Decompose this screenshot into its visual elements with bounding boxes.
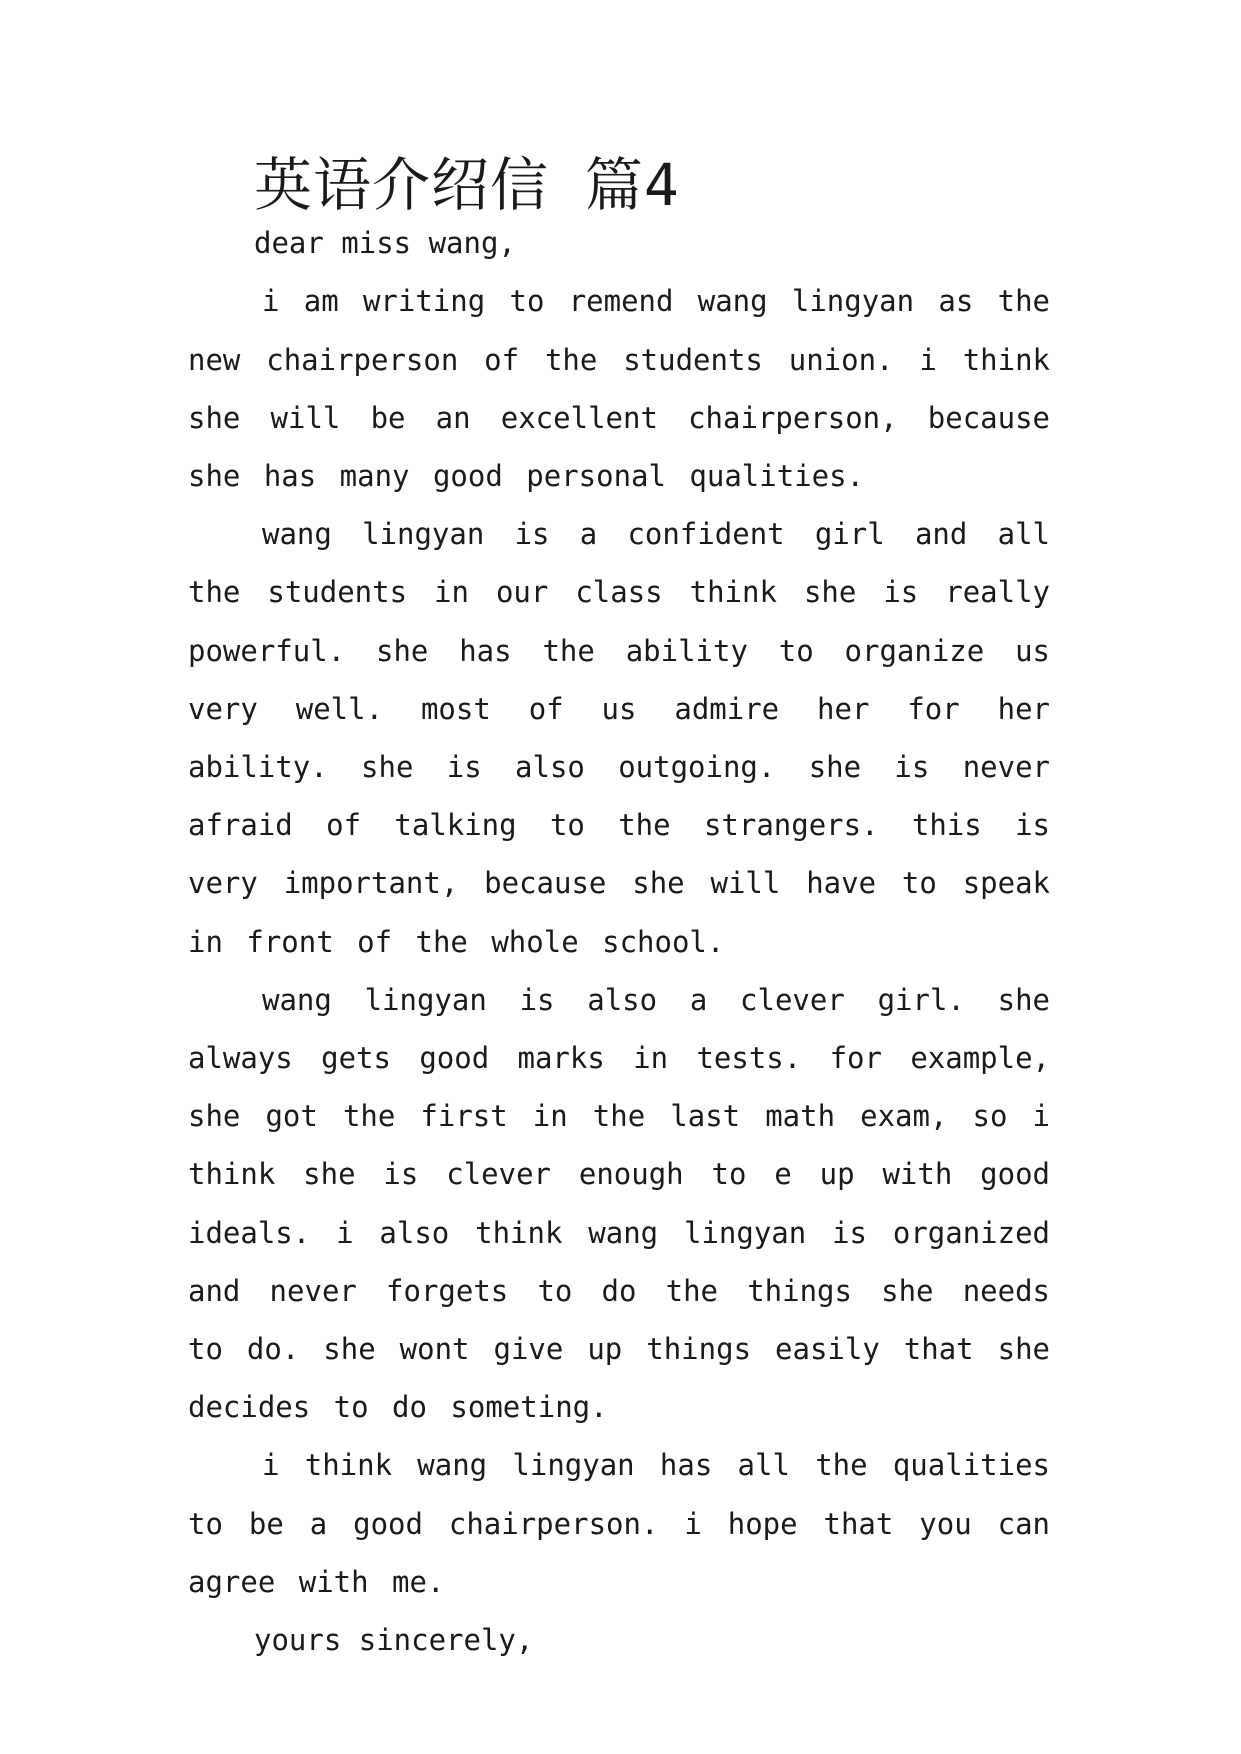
salutation: dear miss wang, <box>254 226 516 261</box>
body-paragraph-2: wang lingyan is a confident girl and all the students in our class think she is really powerful. she has the ability to organize us very well. most of us admire her for her ability. she is also outgoing. she is never afraid of talking to the strangers. this is very important, because she will have to speak in front of the whole school. <box>188 517 1050 959</box>
body-paragraph-1: i am writing to remend wang lingyan as the new chairperson of the students union. i think she will be an excellent chairperson, because she has many good personal qualities. <box>188 284 1050 494</box>
body-paragraph-3: wang lingyan is also a clever girl. she always gets good marks in tests. for example, she got the first in the last math exam, so i think she is clever enough to e up with good ideals. i also think wang lingyan is organized and never forgets to do the things she needs to do. she wont give up things easily that she decides to do someting. <box>188 982 1050 1425</box>
document-page <box>188 151 1050 1669</box>
document-title: 英语介绍信 篇4 <box>254 151 680 219</box>
closing: yours sincerely, <box>254 1623 534 1658</box>
body-paragraph-4: i think wang lingyan has all the qualities to be a good chairperson. i hope that you can agree with me. <box>188 1448 1050 1599</box>
